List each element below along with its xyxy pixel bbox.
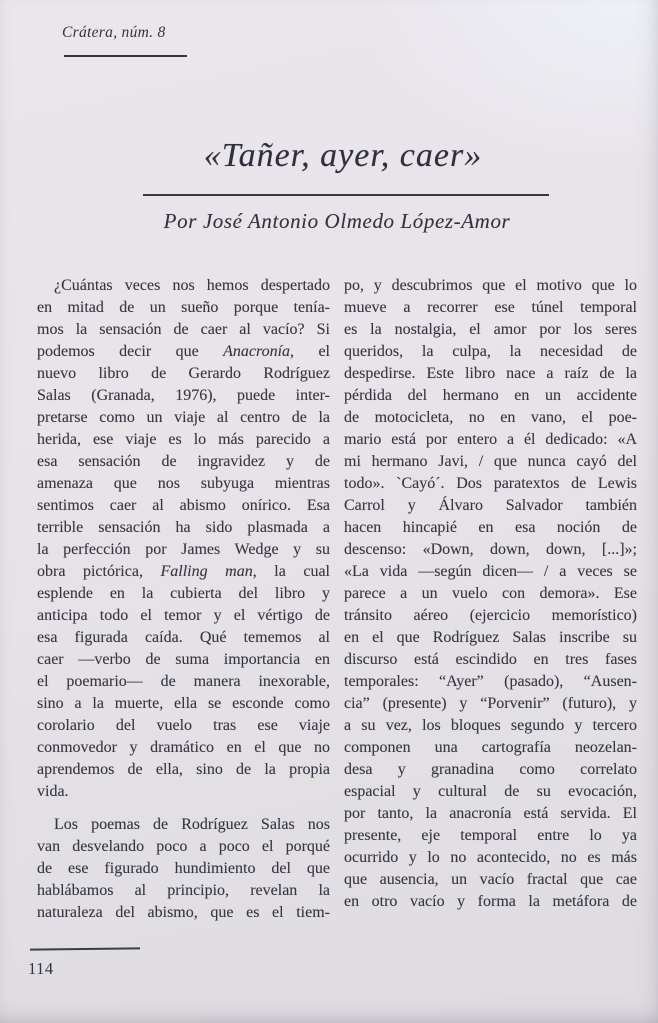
text-line: Los poemas de Rodríguez Salas nos — [54, 816, 330, 833]
text-line: pérdida del hermano en un accidente — [344, 387, 637, 404]
header-rule — [64, 55, 187, 57]
text-line: esplende en la cubierta del libro y — [37, 585, 330, 602]
text-line: hacen hincapié en esa noción de — [344, 519, 637, 536]
title-block — [37, 137, 637, 234]
text-line: descenso: «Down, down, down, [...]»; — [344, 541, 637, 558]
byline: Por José Antonio Olmedo López-Amor — [163, 209, 511, 233]
text-line: sino a la muerte, ella se esconde como — [37, 695, 330, 712]
text-line: sentimos caer al abismo onírico. Esa — [37, 497, 330, 514]
article-body — [37, 275, 637, 924]
text-line: corolario del vuelo tras ese viaje — [37, 717, 330, 734]
text-line: mario está por entero a él dedicado: «A — [344, 431, 637, 448]
text-line: amenaza que nos subyuga mientras — [37, 475, 330, 492]
paragraph — [37, 275, 330, 803]
text-line: hablábamos al principio, revelan la — [37, 882, 330, 899]
text-line: caer —verbo de suma importancia en — [37, 651, 330, 668]
footer-rule — [30, 947, 140, 950]
text-line: esa figurada caída. Qué tememos al — [37, 629, 330, 646]
text-line: «La vida —según dicen— / a veces se — [344, 563, 637, 580]
text-line: el poemario— de manera inexorable, — [37, 673, 330, 690]
text-line: obra pictórica, Falling man, la cual — [37, 563, 331, 580]
text-line: en mitad de un sueño porque tenía- — [37, 299, 330, 316]
text-line: ¿Cuántas veces nos hemos despertado — [54, 277, 330, 294]
text-line: nuevo libro de Gerardo Rodríguez — [37, 365, 330, 382]
paragraph — [37, 814, 330, 924]
text-line: herida, ese viaje es lo más parecido a — [37, 431, 330, 448]
text-line: a su vez, los bloques segundo y tercero — [344, 717, 637, 734]
text-line: de ese figurado hundimiento del que — [37, 860, 330, 877]
text-line: anticipa todo el temor y el vértigo de — [37, 607, 330, 624]
text-line: queridos, la culpa, la necesidad de — [344, 343, 637, 360]
text-line: cia” (presente) y “Porvenir” (futuro), y — [344, 695, 637, 712]
text-line: en otro vacío y forma la metáfora de — [344, 893, 637, 910]
text-line: temporales: “Ayer” (pasado), “Ausen- — [344, 673, 637, 690]
right-column — [344, 275, 637, 924]
text-line: presente, eje temporal entre lo ya — [344, 827, 637, 844]
text-line: parece a un vuelo con demora». Ese — [344, 585, 637, 602]
text-line: podemos decir que Anacronía, el — [37, 343, 331, 360]
text-line: despedirse. Este libro nace a raíz de la — [344, 365, 637, 382]
text-line: mi hermano Javi, / que nunca cayó del — [344, 453, 637, 470]
text-line: por tanto, la anacronía está servida. El — [344, 805, 637, 822]
text-line: aprendemos de ella, sino de la propia — [37, 761, 330, 778]
text-line: naturaleza del abismo, que es el tiem- — [37, 904, 330, 921]
text-line: tránsito aéreo (ejercicio memorístico) — [344, 607, 637, 624]
text-line: Salas (Granada, 1976), puede inter- — [37, 387, 330, 404]
text-line: po, y descubrimos que el motivo que lo — [344, 277, 637, 294]
text-line: todo». `Cayó´. Dos paratextos de Lewis — [344, 475, 637, 492]
text-line: que ausencia, un vacío fractal que cae — [344, 871, 637, 888]
text-line: van desvelando poco a poco el porqué — [37, 838, 330, 855]
text-line: mos la sensación de caer al vacío? Si — [37, 321, 330, 338]
text-line: en el que Rodríguez Salas inscribe su — [344, 629, 637, 646]
text-line: conmovedor y dramático en el que no — [37, 739, 330, 756]
text-line: esa sensación de ingravidez y de — [37, 453, 330, 470]
article-title: «Tañer, ayer, caer» — [203, 137, 483, 174]
left-column — [37, 275, 330, 924]
text-line: mueve a recorrer ese túnel temporal — [344, 299, 637, 316]
text-line: discurso está escindido en tres fases — [344, 651, 637, 668]
text-line: de motocicleta, no en vano, el poe- — [344, 409, 637, 426]
title-rule — [143, 194, 549, 196]
text-line: terrible sensación ha sido plasmada a — [37, 519, 330, 536]
page-number: 114 — [28, 958, 54, 978]
text-line: ocurrido y lo no acontecido, no es más — [344, 849, 637, 866]
text-line: desa y granadina como correlato — [344, 761, 637, 778]
text-line: vida. — [37, 783, 69, 800]
journal-header: Crátera, núm. 8 — [62, 24, 166, 41]
text-line: Carrol y Álvaro Salvador también — [344, 497, 637, 514]
text-line: pretarse como un viaje al centro de la — [37, 409, 330, 426]
text-line: la perfección por James Wedge y su — [37, 541, 330, 558]
text-line: es la nostalgia, el amor por los seres — [344, 321, 637, 338]
text-line: componen una cartografía neozelan- — [344, 739, 637, 756]
text-line: espacial y cultural de su evocación, — [344, 783, 637, 800]
paragraph — [344, 275, 637, 913]
